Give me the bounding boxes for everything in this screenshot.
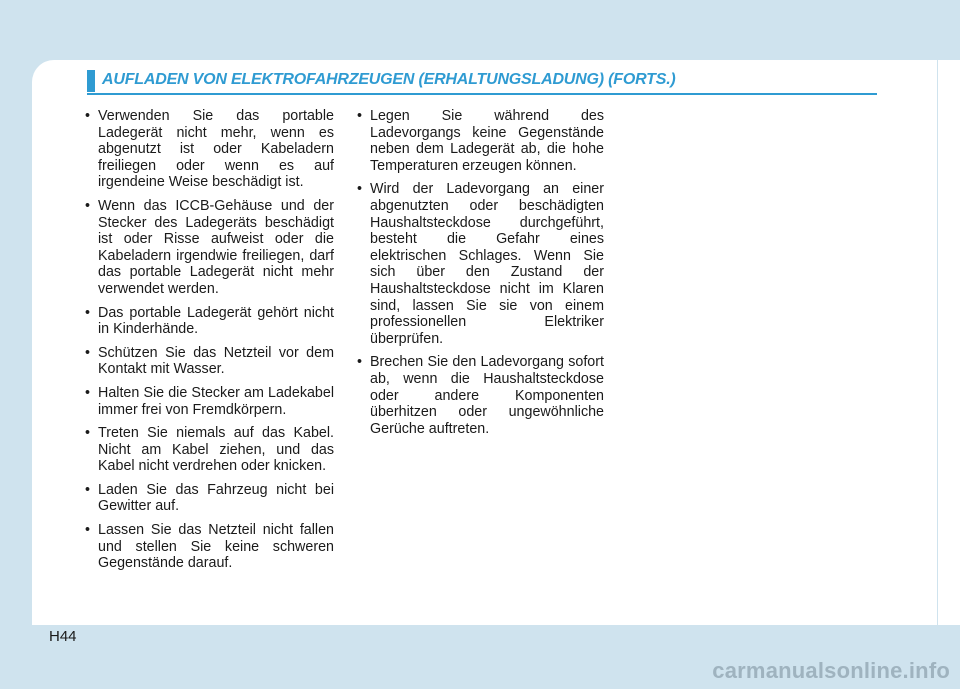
list-item <box>80 482 334 515</box>
bullet-icon: • <box>85 481 91 498</box>
list-item <box>80 425 334 475</box>
list-item <box>352 354 604 437</box>
section-marker <box>87 70 95 92</box>
bullet-icon: • <box>85 108 91 124</box>
list-item-text: Laden Sie das Fahrzeug nicht bei Gewitter auf. <box>98 481 334 515</box>
bullet-icon: • <box>357 181 363 198</box>
watermark: carmanualsonline.info <box>712 658 950 683</box>
list-item <box>80 522 334 572</box>
bullet-icon: • <box>85 197 91 214</box>
list-item-text: Brechen Sie den Ladevorgang sofort ab, wenn die Haushaltsteckdose oder andere Komponenten überhitzen oder ungewöhnliche Gerüche auftreten. <box>370 354 604 437</box>
list-item <box>80 345 334 378</box>
margin-rule <box>937 60 938 625</box>
list-item-text: Halten Sie die Stecker am Ladekabel immer frei von Fremdkörpern. <box>98 384 334 418</box>
list-item <box>80 108 334 191</box>
bullet-icon: • <box>85 344 91 361</box>
page-number: H44 <box>49 628 77 645</box>
bullet-icon: • <box>357 354 363 371</box>
section-title: AUFLADEN VON ELEKTROFAHRZEUGEN (ERHALTUNGSLADUNG) (FORTS.) <box>102 71 676 88</box>
list-item-text: Schützen Sie das Netzteil vor dem Kontakt mit Wasser. <box>98 344 334 378</box>
list-item-text: Legen Sie während des Ladevorgangs keine Gegenstände neben dem Ladegerät ab, die hohe Temperaturen erzeugen können. <box>370 108 604 174</box>
list-item-text: Treten Sie niemals auf das Kabel. Nicht am Kabel ziehen, und das Kabel nicht verdrehen oder knicken. <box>98 425 334 475</box>
list-item <box>80 305 334 338</box>
list-item <box>352 108 604 174</box>
list-item <box>352 181 604 347</box>
list-item-text: Lassen Sie das Netzteil nicht fallen und stellen Sie keine schweren Gegenstände darauf. <box>98 522 334 572</box>
right-column <box>352 108 604 444</box>
bullet-icon: • <box>85 304 91 321</box>
bullet-icon: • <box>85 425 91 442</box>
list-item <box>80 198 334 298</box>
title-divider <box>87 93 877 95</box>
list-item-text: Wird der Ladevorgang an einer abgenutzten oder beschädigten Haushaltsteckdose durchgeführt, besteht die Gefahr eines elektrischen Schlages. Wenn Sie sich über den Zustand der Haushaltsteckdose nicht im Klaren sind, lassen Sie sie von einem professionellen Elektriker überprüfen. <box>370 181 604 347</box>
bullet-icon: • <box>357 108 363 124</box>
list-item <box>80 385 334 418</box>
left-column <box>80 108 334 579</box>
bullet-icon: • <box>85 522 91 539</box>
list-item-text: Das portable Ladegerät gehört nicht in Kinderhände. <box>98 304 334 338</box>
bullet-icon: • <box>85 384 91 401</box>
list-item-text: Verwenden Sie das portable Ladegerät nicht mehr, wenn es abgenutzt ist oder Kabeladern freiliegen oder wenn es auf irgendeine Weise beschädigt ist. <box>98 108 334 191</box>
list-item-text: Wenn das ICCB-Gehäuse und der Stecker des Ladegeräts beschädigt ist oder Risse aufweist oder die Kabeladern irgendwie freiliegen, darf das portable Ladegerät nicht mehr verwendet werden. <box>98 197 334 297</box>
